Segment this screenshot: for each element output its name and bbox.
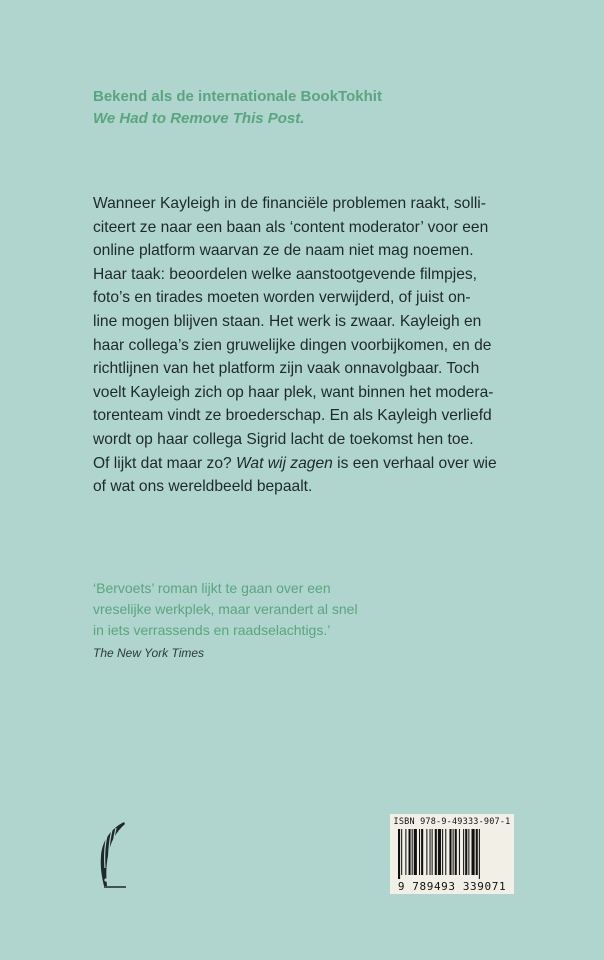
review-quote bbox=[93, 578, 358, 664]
isbn-label: ISBN 978-9-49333-907-1 bbox=[393, 817, 511, 827]
barcode-bar bbox=[426, 829, 427, 875]
quote-source: The New York Times bbox=[93, 646, 205, 660]
blurb-line: citeert ze naar een baan als ‘content moderator’ voor een bbox=[93, 218, 489, 236]
barcode-bar bbox=[435, 829, 437, 875]
barcode-bar bbox=[430, 829, 431, 875]
blurb-text: Of lijkt dat maar zo? bbox=[93, 454, 236, 472]
blurb bbox=[93, 192, 513, 499]
barcode-bar bbox=[463, 829, 464, 875]
barcode bbox=[398, 829, 506, 879]
blurb-line: haar collega’s zien gruwelijke dingen voorbijkomen, en de bbox=[93, 336, 492, 354]
blurb-line: of wat ons wereldbeeld bepaalt. bbox=[93, 478, 313, 496]
barcode-bar bbox=[421, 829, 423, 875]
blurb-line: Wanneer Kayleigh in de financiële problemen raakt, solli- bbox=[93, 195, 486, 212]
barcode-bar bbox=[438, 829, 441, 875]
barcode-bar bbox=[414, 829, 417, 875]
quill-pen-nib-icon bbox=[94, 820, 134, 892]
blurb-line: line mogen blijven staan. Het werk is zwaar. Kayleigh en bbox=[93, 312, 482, 330]
tagline-book-title: We Had to Remove This Post. bbox=[93, 110, 305, 127]
barcode-bar bbox=[479, 829, 480, 879]
barcode-bar bbox=[442, 829, 443, 875]
barcode-bar bbox=[432, 829, 433, 875]
blurb-line: wordt op haar collega Sigrid lacht de toekomst hen toe. bbox=[93, 430, 474, 448]
blurb-text: is een verhaal over wie bbox=[332, 454, 497, 472]
barcode-label bbox=[390, 814, 514, 894]
blurb-line: voelt Kayleigh zich op haar plek, want binnen het modera- bbox=[93, 383, 494, 401]
barcode-bar bbox=[459, 829, 460, 875]
barcode-bar bbox=[398, 829, 400, 879]
barcode-bar bbox=[419, 829, 420, 875]
blurb-line: online platform waarvan ze de naam niet mag noemen. bbox=[93, 242, 474, 260]
tagline bbox=[93, 86, 382, 130]
barcode-bar bbox=[455, 829, 457, 875]
book-title: Wat wij zagen bbox=[236, 454, 333, 472]
barcode-bar bbox=[476, 829, 478, 875]
blurb-line: torenteam vindt ze broederschap. En als Kayleigh verliefd bbox=[93, 407, 492, 425]
barcode-bar bbox=[465, 829, 467, 875]
isbn-digits: 9 789493 339071 bbox=[397, 880, 507, 893]
quote-line: ‘Bervoets’ roman lijkt te gaan over een bbox=[93, 580, 331, 596]
barcode-bar bbox=[445, 829, 446, 875]
barcode-bar bbox=[409, 829, 411, 875]
barcode-bar bbox=[453, 829, 454, 875]
quote-line: vreselijke werkplek, maar verandert al snel bbox=[93, 601, 358, 617]
blurb-line: foto’s en tirades moeten worden verwijderd, of juist on- bbox=[93, 289, 471, 307]
tagline-line-1: Bekend als de internationale BookTokhit bbox=[93, 88, 382, 105]
barcode-bar bbox=[472, 829, 475, 875]
blurb-line bbox=[93, 452, 513, 476]
barcode-bar bbox=[401, 829, 402, 875]
quote-line: in iets verrassends en raadselachtigs.’ bbox=[93, 622, 331, 638]
barcode-bar bbox=[468, 829, 469, 875]
barcode-bar bbox=[449, 829, 451, 875]
barcode-bar bbox=[412, 829, 413, 875]
barcode-bar bbox=[405, 829, 406, 875]
blurb-line: Haar taak: beoordelen welke aanstootgevende filmpjes, bbox=[93, 265, 478, 283]
blurb-line: richtlijnen van het platform zijn vaak onnavolgbaar. Toch bbox=[93, 360, 480, 378]
